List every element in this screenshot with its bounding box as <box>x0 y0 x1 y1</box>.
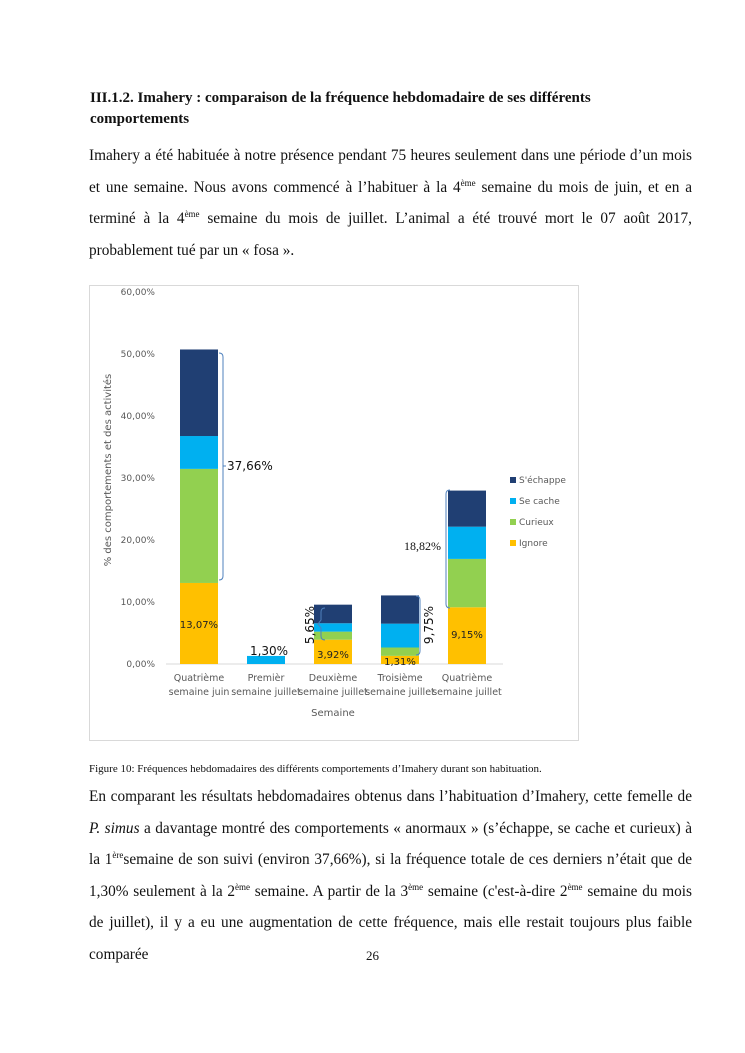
y-tick-label: 50,00% <box>120 350 155 360</box>
bar-segment-se-cache <box>314 623 352 631</box>
data-label-week2: 1,30% <box>249 644 289 658</box>
legend-swatch <box>510 477 516 483</box>
superscript: ème <box>567 881 583 892</box>
annotation-week1: 37,66% <box>227 459 273 473</box>
text: a davantage montré des comportements « anormaux » (s’échappe, se cache et curieux) à la 1 <box>89 819 692 868</box>
y-tick-label: 60,00% <box>120 288 155 298</box>
bar-segment-se-cache <box>381 624 419 648</box>
bar-segment-curieux <box>180 469 218 583</box>
data-label-week4-ignore: 1,31% <box>384 657 416 668</box>
stacked-bar-chart <box>89 285 580 742</box>
superscript: ème <box>408 881 424 892</box>
data-label-week1-ignore: 13,07% <box>179 620 219 631</box>
text: En comparant les résultats hebdomadaires obtenus dans l’habituation d’Imahery, cette femelle de <box>89 788 692 805</box>
text: semaine (c'est-à-dire 2 <box>423 882 568 900</box>
bar-segment-curieux <box>448 559 486 607</box>
bar-segment-s-chappe <box>180 349 218 436</box>
superscript: ème <box>235 881 251 892</box>
x-tick-label: semaine juin <box>168 687 230 698</box>
paragraph-results <box>89 781 692 970</box>
legend-label: S'échappe <box>519 476 566 486</box>
annotation-week3: 5,65% <box>303 605 317 645</box>
y-tick-label: 0,00% <box>126 660 155 670</box>
page-number: 26 <box>366 948 379 963</box>
x-tick-label: semaine juillet <box>298 687 368 698</box>
legend-label: Curieux <box>519 518 554 528</box>
data-label-week3-ignore: 3,92% <box>317 650 349 661</box>
paragraph-intro <box>89 140 692 266</box>
legend-label: Ignore <box>519 539 548 549</box>
y-tick-label: 40,00% <box>120 412 155 422</box>
y-tick-label: 20,00% <box>120 536 155 546</box>
text: semaine du mois de juin, et en a terminé à la 4 <box>89 178 692 227</box>
text: semaine du mois de juillet. L’animal a été trouvé mort le 07 août 2017, probablement tué par un « fosa ». <box>89 210 693 259</box>
superscript: ère <box>112 850 124 860</box>
annotation-week4: 9,75% <box>422 605 436 645</box>
superscript: ème <box>184 209 200 219</box>
legend-swatch <box>510 519 516 525</box>
text: semaine de son suivi (environ 37,66%), si la fréquence totale de ces derniers n’était que de 1,30% seulement à la 2 <box>89 851 693 900</box>
y-tick-label: 10,00% <box>120 598 155 608</box>
bracket-week1 <box>219 353 223 580</box>
legend-label: Se cache <box>519 497 560 507</box>
bar-segment-curieux <box>381 648 419 656</box>
annotation-week5: 18,82% <box>404 539 441 553</box>
data-label-week5-ignore: 9,15% <box>451 630 483 641</box>
y-axis-title: % des comportements et des activités <box>103 373 114 567</box>
section-heading-line1: III.1.2. Imahery : comparaison de la fréquence hebdomadaire de ses différents <box>90 90 591 106</box>
x-tick-label: Premièr <box>247 673 285 684</box>
superscript: ème <box>460 177 476 188</box>
bar-segment-s-chappe <box>314 605 352 624</box>
section-heading-line2: comportements <box>90 111 190 127</box>
bar-segment-se-cache <box>180 436 218 469</box>
text: semaine du mois de juillet), il y a eu une augmentation de cette fréquence, mais elle restait toujours plus faible comparée <box>89 882 692 963</box>
section-heading <box>90 88 690 130</box>
legend-swatch <box>510 498 516 504</box>
x-tick-label: Deuxième <box>308 673 358 684</box>
x-tick-label: Troisième <box>377 673 423 684</box>
x-tick-label: semaine juillet <box>365 687 435 698</box>
bar-segment-se-cache <box>448 527 486 559</box>
text: Imahery a été habituée à notre présence pendant 75 heures seulement dans une période d’un mois et une semaine. Nous avons commencé à l’habituer à la 4 <box>89 147 692 196</box>
bar-segment-curieux <box>314 632 352 640</box>
x-tick-label: semaine juillet <box>231 687 301 698</box>
x-tick-label: Quatrième <box>441 673 493 684</box>
legend-swatch <box>510 540 516 546</box>
x-tick-label: semaine juillet <box>432 687 502 698</box>
figure-caption: Figure 10: Fréquences hebdomadaires des différents comportements d’Imahery durant son habituation. <box>89 763 542 775</box>
bar-segment-s-chappe <box>381 595 419 623</box>
x-axis-title: Semaine <box>311 708 355 719</box>
bar-segment-s-chappe <box>448 491 486 527</box>
x-tick-label: Quatrième <box>173 673 225 684</box>
species-name: P. simus <box>89 819 140 837</box>
text: semaine. A partir de la 3 <box>250 882 409 900</box>
y-tick-label: 30,00% <box>120 474 155 484</box>
